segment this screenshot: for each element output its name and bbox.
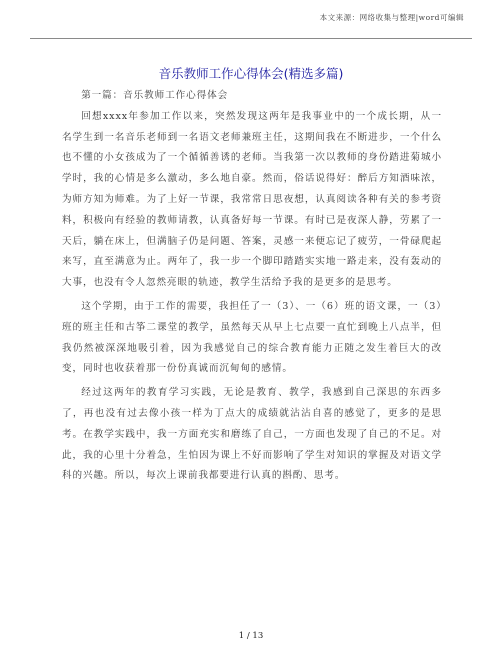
page-indicator: 1 / 13 xyxy=(238,631,264,641)
paragraph: 这个学期，由于工作的需要，我担任了一（3）、一（6）班的语文课，一（3）班的班主任和古筝二课堂的教学，虽然每天从早上七点要一直忙到晚上八点半，但我仍然被深深地吸引着，因为我感觉自己的综合教育能力正随之发生着巨大的改变，同时也收获着那一份份真诚而沉甸甸的感情。 xyxy=(62,300,442,375)
document-body xyxy=(62,86,442,487)
paragraph: 经过这两年的教育学习实践，无论是教育、教学，我感到自己深思的东西多了，再也没有过去像小孩一样为丁点大的成绩就沾沾自喜的感觉了，更多的是思考。在教学实践中，我一方面充实和磨练了自己，一方面也发现了自己的不足。对此，我的心里十分着急，生怕因为课上不好而影响了学生对知识的掌握及对语文学科的兴趣。所以，每次上课前我都要进行认真的斟酌、思考。 xyxy=(62,387,442,482)
document-title: 音乐教师工作心得体会(精选多篇) xyxy=(158,66,344,81)
source-note: 本文来源：网络收集与整理|word可编辑 xyxy=(319,13,464,22)
section-heading: 第一篇：音乐教师工作心得体会 xyxy=(81,90,229,101)
paragraph: 回想xxxx年参加工作以来，突然发现这两年是我事业中的一个成长期，从一名学生到一名音乐老师到一名语文老师兼班主任，这期间我在不断进步，一个什么也不懂的小女孩成为了一个循循善诱的老师。当我第一次以教师的身份踏进菊城小学时，我的心情是多么激动，多么地自豪。然而，俗话说得好：醉后方知酒味浓，为师方知为师难。为了上好一节课，我常常日思夜想，认真阅读各种有关的参考资料，积极向有经验的教师请教，认真备好每一节课。有时已是夜深人静，劳累了一天后，躺在床上，但满脑子仍是问题、答案，灵感一来便忘记了疲劳，一骨碌爬起来写，直至满意为止。两年了，我一步一个脚印踏踏实实地一路走来，没有轰动的大事，也没有令人忽然亮眼的轨迹，教学生活给予我的是更多的是思考。 xyxy=(62,110,442,289)
